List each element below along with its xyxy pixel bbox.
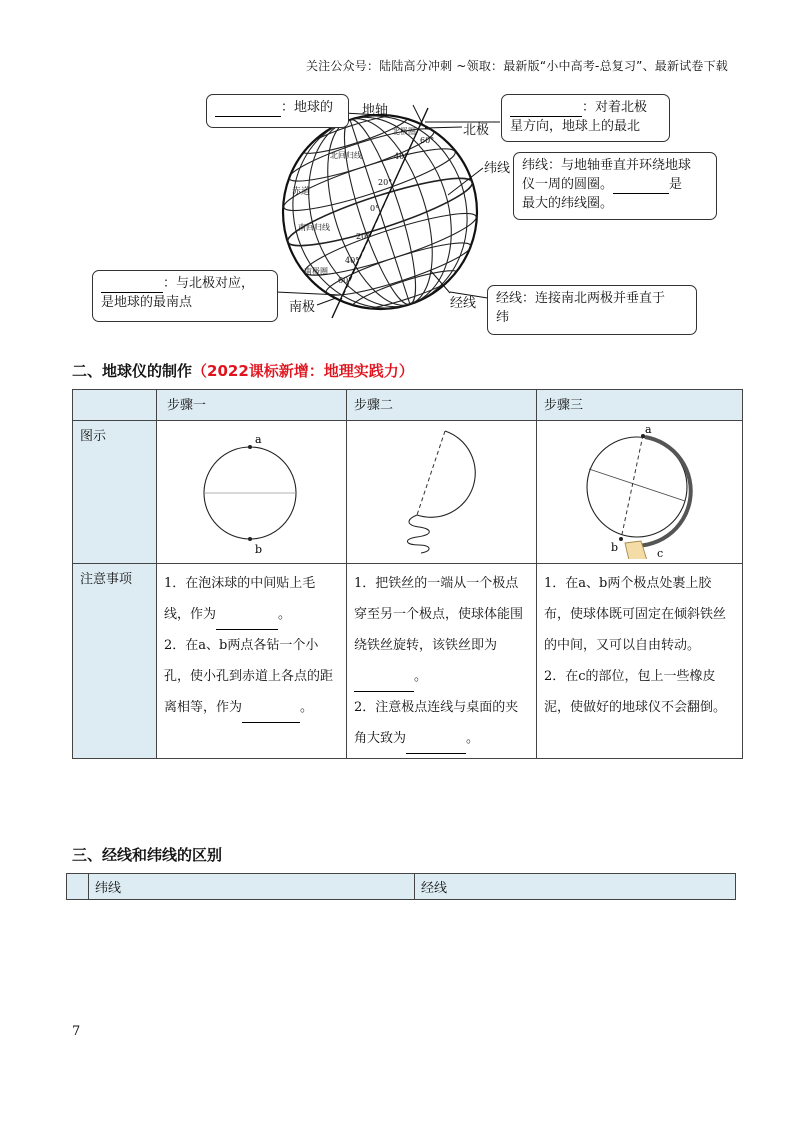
callout-south-pole: ：与北极对应， 是地球的最南点 — [92, 270, 278, 322]
blank-angle[interactable] — [406, 738, 466, 754]
t3-col-weft: 纬线 — [89, 874, 415, 900]
col-step3: 步骤三 — [537, 390, 743, 421]
row-notes-label: 注意事项 — [73, 564, 157, 759]
deg-40s: 40° — [345, 256, 360, 265]
figure-step3 — [537, 421, 743, 564]
tropic-capricorn-label: 南回归线 — [298, 223, 330, 232]
meridian-label: 经线 — [450, 296, 477, 311]
blank-weft[interactable] — [613, 178, 669, 194]
antarctic-circle-label: 南极圈 — [304, 267, 328, 276]
globe-making-table — [72, 389, 743, 759]
page-number: 7 — [72, 1024, 81, 1039]
row-figure-label: 图示 — [73, 421, 157, 564]
table-row-figure — [73, 421, 743, 564]
globe-diagram — [0, 0, 800, 350]
notes-step2: 1．把铁丝的一端从一个极点穿至另一个极点，使球体能围绕铁丝旋转，该铁丝即为。 2．注意极点连线与桌面的夹角大致为 。 — [347, 564, 537, 759]
fig1-label-b: b — [255, 543, 263, 556]
table-header-row — [73, 390, 743, 421]
header-empty — [73, 390, 157, 421]
deg-20n: 20° — [378, 178, 393, 187]
table-row-notes — [73, 564, 743, 759]
fig1-label-a: a — [255, 433, 262, 446]
figure-step1 — [157, 421, 347, 564]
blank-north-pole[interactable] — [510, 101, 582, 117]
deg-20s: 20° — [356, 232, 371, 241]
callout-north-pole: ：对着北极 星方向，地球上的最北 — [501, 94, 670, 142]
page-header: 关注公众号：陆陆高分冲刺 ~领取：最新版“小中高考-总复习”、最新试卷下载 — [305, 59, 728, 73]
tropic-cancer-label: 北回归线 — [330, 151, 362, 160]
col-step1: 步骤一 — [157, 390, 347, 421]
notes-step1: 1．在泡沫球的中间贴上毛线，作为 。 2．在a、b两点各钻一个小孔，使小孔到赤道上各点的距离相等，作为 。 — [157, 564, 347, 759]
section3-title: 三、经线和纬线的区别 — [72, 846, 223, 864]
blank-center[interactable] — [215, 101, 281, 117]
equator-label: 赤道 — [292, 187, 311, 197]
deg-60n: 60° — [420, 136, 435, 145]
callout-center: ：地球的 — [206, 94, 349, 128]
axis-label: 地轴 — [362, 103, 389, 118]
deg-60s: 60° — [338, 276, 353, 285]
weft-label: 纬线 — [484, 161, 511, 176]
col-step2: 步骤二 — [347, 390, 537, 421]
arctic-circle-label: 北极圈 — [392, 127, 416, 136]
north-pole-label: 北极 — [463, 123, 490, 138]
fig3-label-c: c — [657, 547, 664, 559]
section2-title: 二、地球仪的制作（2022课标新增：地理实践力） — [72, 362, 414, 380]
t3-col-meridian: 经线 — [415, 874, 736, 900]
weft-meridian-table — [66, 873, 736, 900]
deg-0: 0° — [370, 204, 380, 213]
blank-south-pole[interactable] — [101, 277, 163, 293]
fig3-label-b: b — [611, 541, 619, 554]
t3-header-empty — [67, 874, 89, 900]
step2-wire-figure — [347, 421, 537, 559]
t3-header-row — [67, 874, 736, 900]
blank-axis[interactable] — [354, 676, 414, 692]
deg-40n: 40° — [394, 152, 409, 161]
callout-weft: 纬线：与地轴垂直并环绕地球 仪一周的圆圈。 是 最大的纬线圈。 — [513, 152, 717, 220]
fig3-label-a: a — [645, 423, 652, 436]
step1-ball-figure — [157, 421, 347, 559]
figure-step2 — [347, 421, 537, 564]
south-pole-label: 南极 — [289, 300, 316, 315]
blank-equator[interactable] — [216, 614, 278, 630]
step3-globe-figure — [537, 421, 743, 559]
callout-meridian: 经线：连接南北两极并垂直于 纬 — [487, 285, 697, 335]
notes-step3: 1．在a、b两个极点处裹上胶布，使球体既可固定在倾斜铁丝的中间，又可以自由转动。 2．在c的部位，包上一些橡皮泥，使做好的地球仪不会翻倒。 — [537, 564, 743, 759]
blank-poles[interactable] — [242, 707, 300, 723]
